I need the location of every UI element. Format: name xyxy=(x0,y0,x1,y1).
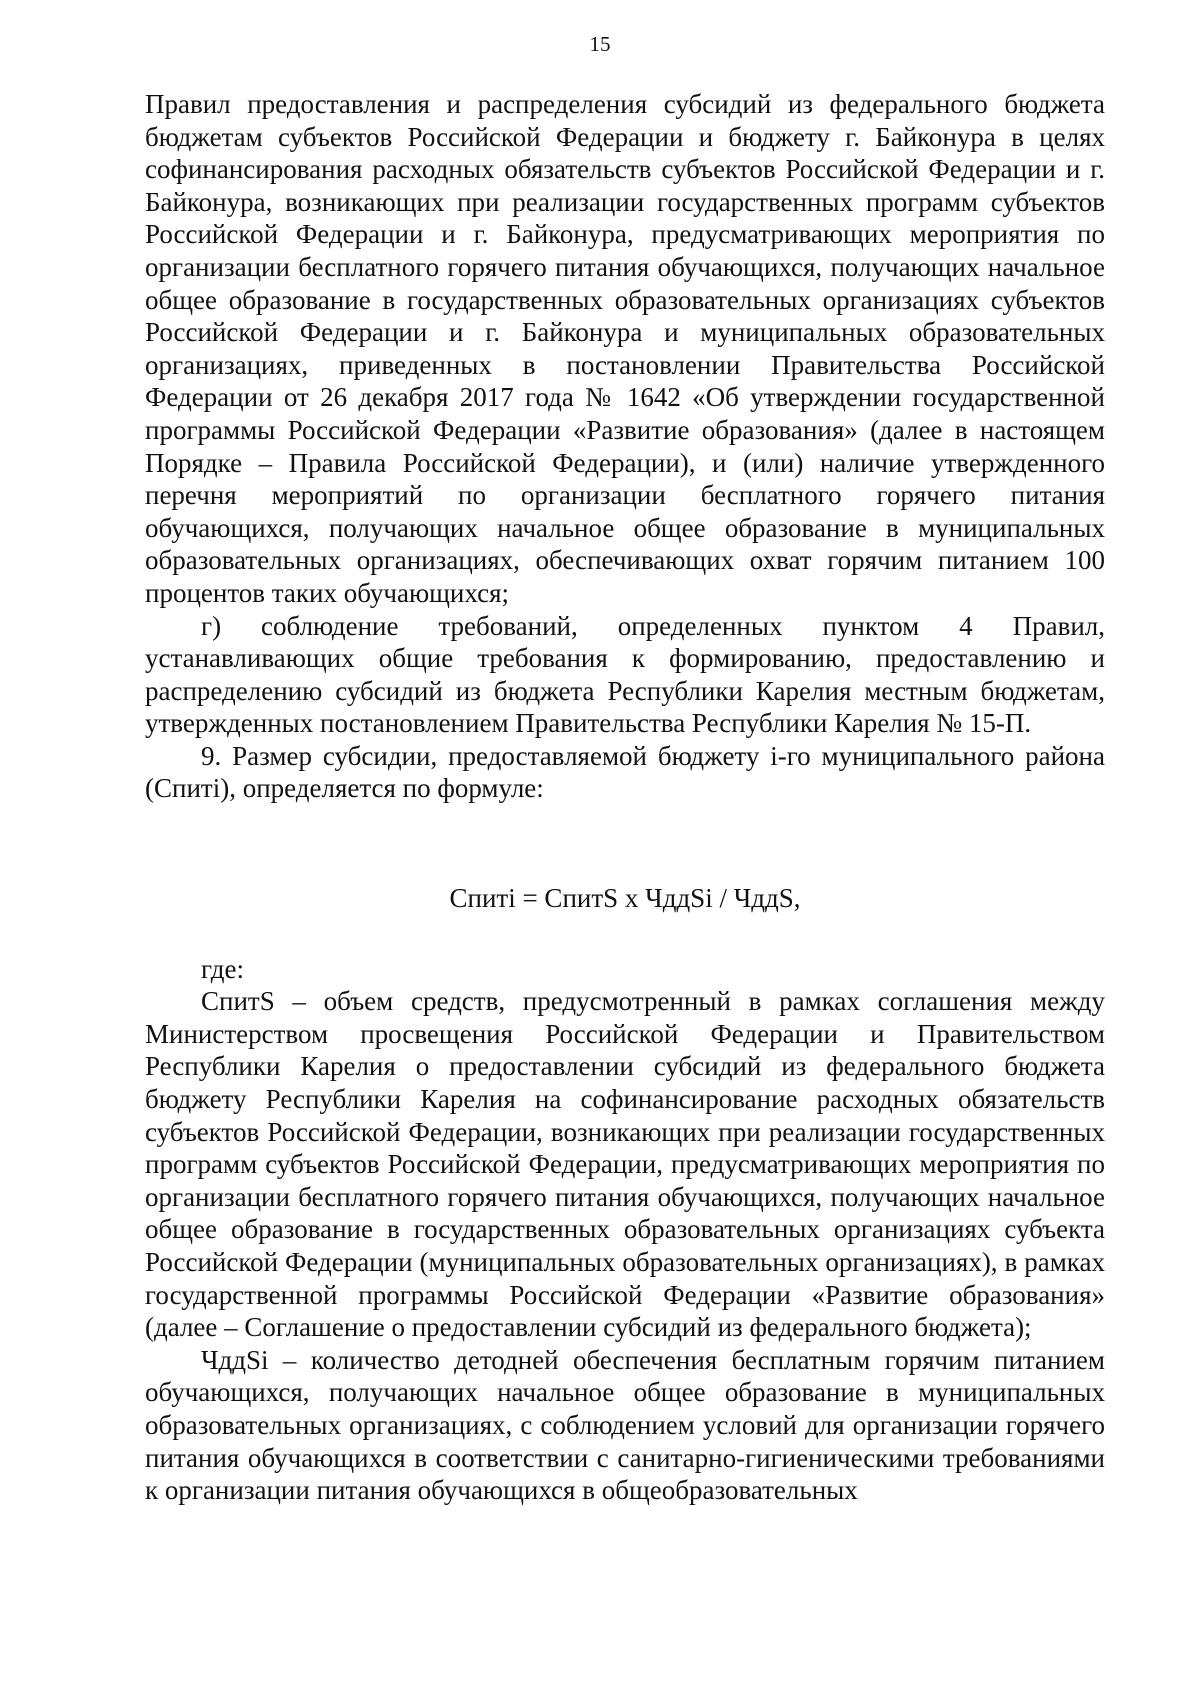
definition-spit-s: CпитS – объем средств, предусмотренный в рамках соглашения между Министерством просвещения Российской Федерации и Правительством Республики Карелия о предоставлении субсидий из федерального бюджета бюджету Республики Карелия на софинансирование расходных обязательств субъектов Российской Федерации, возникающих при реализации государственных программ субъектов Российской Федерации, предусматривающих мероприятия по организации бесплатного горячего питания обучающихся, получающих начальное общее образование в государственных образовательных организациях субъекта Российской Федерации (муниципальных образовательных организациях), в рамках государственной программы Российской Федерации «Развитие образования» (далее – Соглашение о предоставлении субсидий из федерального бюджета); xyxy=(145,986,1105,1343)
page-number: 15 xyxy=(589,32,611,56)
paragraph-item-g: г) соблюдение требований, определенных пунктом 4 Правил, устанавливающих общие требования к формированию, предоставлению и распределению субсидий из бюджета Республики Карелия местным бюджетам, утвержденных постановлением Правительства Республики Карелия № 15-П. xyxy=(145,610,1105,739)
document-body xyxy=(145,88,1105,1507)
where-label: где: xyxy=(201,953,244,984)
definition-chdd-si: ЧддSi – количество детодней обеспечения бесплатным горячим питанием обучающихся, получающих начальное общее образование в муниципальных образовательных организациях, с соблюдением условий для организации горячего питания обучающихся в соответствии с санитарно-гигиеническими требованиями к организации питания обучающихся в общеобразовательных xyxy=(145,1344,1105,1506)
paragraph-item-9: 9. Размер субсидии, предоставляемой бюджету i-го муниципального района (Cпитi), определяется по формуле: xyxy=(145,740,1105,804)
formula: Cпитi = CпитS x ЧддSi / ЧддS, xyxy=(449,883,801,914)
paragraph-continuation: Правил предоставления и распределения субсидий из федерального бюджета бюджетам субъектов Российской Федерации и бюджету г. Байконура в целях софинансирования расходных обязательств субъектов Российской Федерации и г. Байконура, возникающих при реализации государственных программ субъектов Российской Федерации и г. Байконура, предусматривающих мероприятия по организации бесплатного горячего питания обучающихся, получающих начальное общее образование в государственных образовательных организациях субъектов Российской Федерации и г. Байконура и муниципальных образовательных организациях, приведенных в постановлении Правительства Российской Федерации от 26 декабря 2017 года № 1642 «Об утверждении государственной программы Российской Федерации «Развитие образования» (далее в настоящем Порядке – Правила Российской Федерации), и (или) наличие утвержденного перечня мероприятий по организации бесплатного горячего питания обучающихся, получающих начальное общее образование в муниципальных образовательных организациях, обеспечивающих охват горячим питанием 100 процентов таких обучающихся; xyxy=(145,89,1105,608)
